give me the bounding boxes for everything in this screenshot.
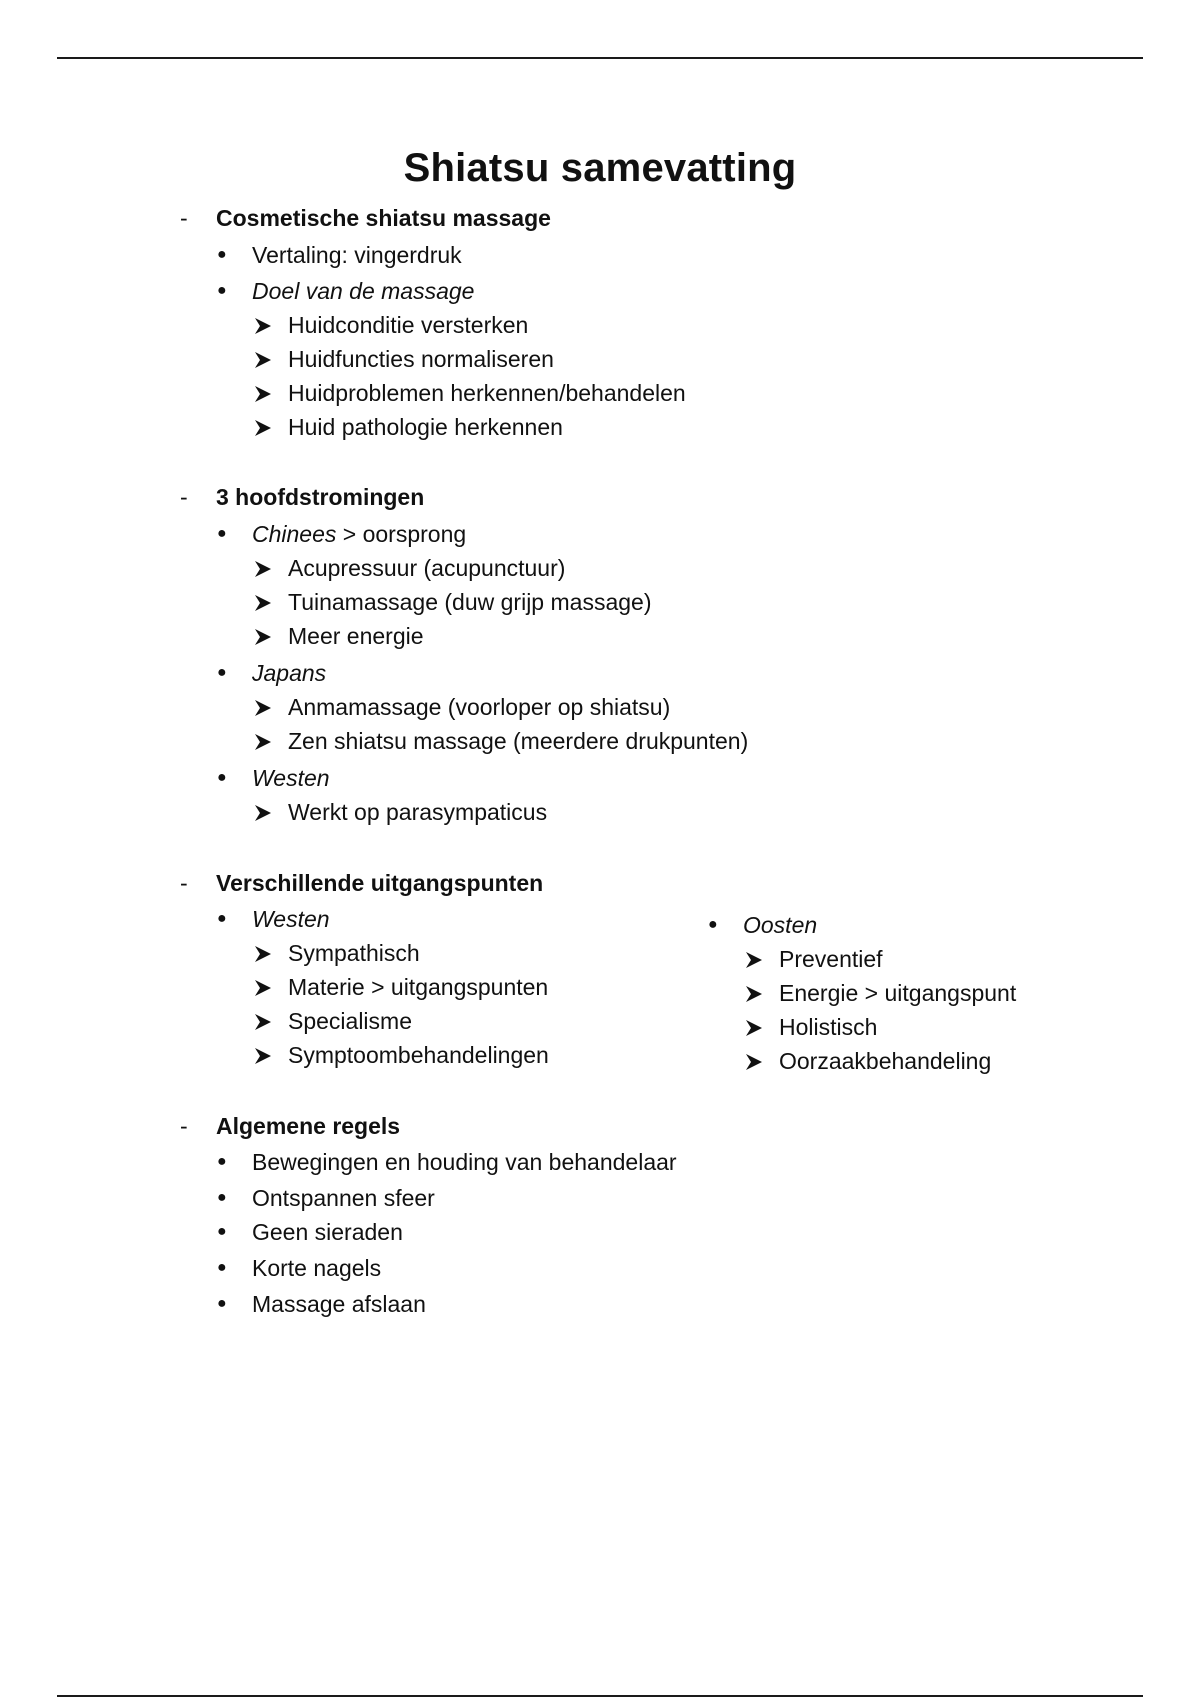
list-item: Westen (252, 906, 330, 932)
arrow-bullet-icon (254, 628, 272, 646)
list-item: Ontspannen sfeer (252, 1185, 435, 1211)
section-heading-cosmetisch: Cosmetische shiatsu massage (216, 205, 551, 231)
arrow-bullet-icon (745, 1019, 763, 1037)
list-item (252, 519, 466, 549)
arrow-bullet-icon (254, 560, 272, 578)
arrow-bullet-icon (254, 419, 272, 437)
arrow-bullet-icon (254, 1013, 272, 1031)
arrow-bullet-icon (254, 979, 272, 997)
list-item: Bewegingen en houding van behandelaar (252, 1149, 677, 1175)
arrow-bullet-icon (254, 1047, 272, 1065)
sub-list-item: Specialisme (288, 1008, 412, 1034)
sub-list-item: Holistisch (779, 1014, 878, 1040)
arrow-bullet-icon (745, 985, 763, 1003)
bullet-marker: ● (217, 1295, 227, 1312)
sub-list-item: Werkt op parasympaticus (288, 799, 548, 825)
list-item: Vertaling: vingerdruk (252, 242, 462, 268)
arrow-bullet-icon (745, 1053, 763, 1071)
sub-list-item: Sympathisch (288, 940, 420, 966)
list-item: Japans (252, 660, 327, 686)
sub-list-item: Materie > uitgangspunten (288, 974, 549, 1000)
sub-list-item: Zen shiatsu massage (meerdere drukpunten) (288, 728, 749, 754)
arrow-bullet-icon (254, 699, 272, 717)
bullet-marker: ● (217, 525, 227, 542)
sub-list-item: Preventief (779, 946, 883, 972)
arrow-bullet-icon (254, 351, 272, 369)
list-item: Massage afslaan (252, 1291, 426, 1317)
list-item: Oosten (743, 912, 818, 938)
sub-list-item: Energie > uitgangspunt (779, 980, 1017, 1006)
sub-list-item: Huidproblemen herkennen/behandelen (288, 380, 686, 406)
bullet-marker: ● (217, 282, 227, 299)
dash-marker: - (180, 484, 188, 510)
bullet-marker: ● (217, 1189, 227, 1206)
page-title: Shiatsu samevatting (403, 146, 797, 190)
bottom-rule (57, 1695, 1143, 1697)
dash-marker: - (180, 1113, 188, 1139)
arrow-bullet-icon (254, 733, 272, 751)
sub-list-item: Huid pathologie herkennen (288, 414, 563, 440)
sub-list-item: Symptoombehandelingen (288, 1042, 549, 1068)
bullet-marker: ● (217, 769, 227, 786)
bullet-marker: ● (708, 916, 718, 933)
list-item-emphasis: Chinees (252, 521, 337, 547)
section-heading-uitgangspunten: Verschillende uitgangspunten (216, 870, 544, 896)
list-item: Korte nagels (252, 1255, 382, 1281)
bullet-marker: ● (217, 1223, 227, 1240)
sub-list-item: Tuinamassage (duw grijp massage) (288, 589, 652, 615)
section-heading-algemene-regels: Algemene regels (216, 1113, 401, 1139)
sub-list-item: Oorzaakbehandeling (779, 1048, 992, 1074)
dash-marker: - (180, 205, 188, 231)
bullet-marker: ● (217, 664, 227, 681)
bullet-marker: ● (217, 1153, 227, 1170)
list-item: Doel van de massage (252, 278, 475, 304)
bullet-marker: ● (217, 1259, 227, 1276)
list-item-rest: > oorsprong (336, 521, 467, 547)
arrow-bullet-icon (254, 945, 272, 963)
sub-list-item: Acupressuur (acupunctuur) (288, 555, 566, 581)
list-item: Westen (252, 765, 330, 791)
bullet-marker: ● (217, 246, 227, 263)
dash-marker: - (180, 870, 188, 896)
sub-list-item: Meer energie (288, 623, 424, 649)
sub-list-item: Anmamassage (voorloper op shiatsu) (288, 694, 671, 720)
arrow-bullet-icon (254, 317, 272, 335)
arrow-bullet-icon (254, 594, 272, 612)
arrow-bullet-icon (254, 804, 272, 822)
sub-list-item: Huidfuncties normaliseren (288, 346, 554, 372)
list-item: Geen sieraden (252, 1219, 403, 1245)
bullet-marker: ● (217, 910, 227, 927)
sub-list-item: Huidconditie versterken (288, 312, 529, 338)
arrow-bullet-icon (745, 951, 763, 969)
arrow-bullet-icon (254, 385, 272, 403)
section-heading-hoofdstromingen: 3 hoofdstromingen (216, 484, 425, 510)
